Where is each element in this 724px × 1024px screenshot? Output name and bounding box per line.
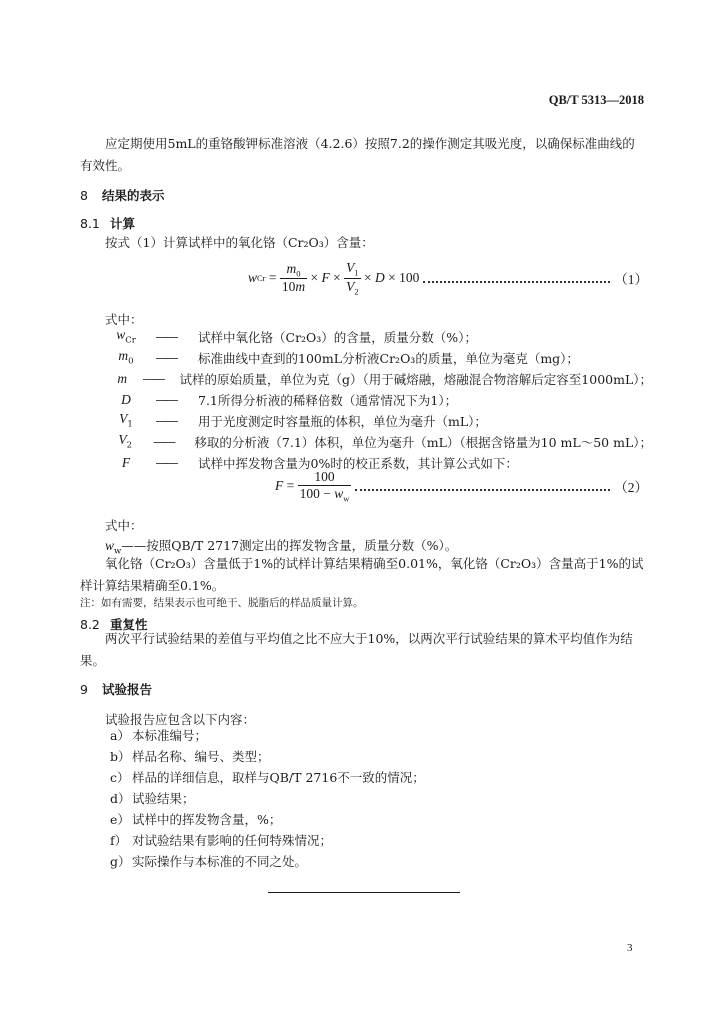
formula-1-intro: 按式（1）计算试样中的氧化铬（Cr₂O₃）含量： xyxy=(105,235,374,250)
section-number: 8 xyxy=(80,188,88,203)
repeatability-paragraph: 两次平行试验结果的差值与平均值之比不应大于10%，以两次平行试验结果的算术平均值作为结果。 xyxy=(80,631,633,668)
precision-paragraph: 氧化铬（Cr₂O₃）含量低于1%的试样计算结果精确至0.01%，氧化铬（Cr₂O₃）含量高于1%的试样计算结果精确至0.1%。 xyxy=(80,556,644,593)
list-item: e） 试样中的挥发物含量，%； xyxy=(110,811,282,827)
section-8-heading xyxy=(80,186,165,204)
list-item: a） 本标准编号； xyxy=(110,727,208,743)
leader-dots xyxy=(355,489,610,491)
fraction: $\frac{100}{100 - w_w}$ xyxy=(299,468,350,504)
definition-row: F —— 试样中挥发物含量为0%时的校正系数，其计算公式如下： xyxy=(121,454,518,471)
end-rule xyxy=(268,892,460,893)
formula-2: F = $\frac{100}{100 - w_w}$ （2） xyxy=(275,468,648,504)
section-9-heading xyxy=(80,680,152,698)
list-item: c） 样品的详细信息，取样与QB/T 2716不一致的情况； xyxy=(110,769,425,785)
note: 注：如有需要，结果表示也可绝干、脱脂后的样品质量计算。 xyxy=(80,597,364,609)
definition-row: $w_{Cr}$ —— 试样中氧化铬（Cr₂O₃）的含量，质量分数（%）； xyxy=(116,327,477,346)
ww-definition: $w_w——$按照QB/T 2717测定出的挥发物含量，质量分数（%）。 xyxy=(105,538,458,557)
where-label-2: 式中： xyxy=(105,518,143,533)
definition-row: $V_1$ —— 用于光度测定时容量瓶的体积，单位为毫升（mL）； xyxy=(119,411,487,430)
page-number: 3 xyxy=(627,942,633,954)
fraction: $\frac{m_0}{10m}$ xyxy=(281,260,306,295)
definition-row: $m_0$ —— 标准曲线中查到的100mL分析液Cr₂O₃的质量，单位为毫克（mg）； xyxy=(118,348,579,367)
list-item: g） 实际操作与本标准的不同之处。 xyxy=(110,853,308,869)
intro-paragraph: 应定期使用5mL的重铬酸钾标准溶液（4.2.6）按照7.2的操作测定其吸光度，以确保标准曲线的有效性。 xyxy=(80,136,635,173)
list-item: b） 样品名称、编号、类型； xyxy=(110,748,270,764)
formula-number: （1） xyxy=(614,272,648,287)
report-intro: 试验报告应包含以下内容： xyxy=(105,712,256,727)
fraction: $\frac{V_1}{V_2}$ xyxy=(346,259,359,297)
report-items-list xyxy=(110,724,425,871)
definitions-list xyxy=(112,326,652,473)
formula-1: w Cr = $\frac{m_0}{10m}$ × F × $\frac{V_1}{V_2}$ × D × 100 （1） xyxy=(248,259,648,297)
formula-number: （2） xyxy=(614,480,648,495)
list-item: f） 对试验结果有影响的任何特殊情况； xyxy=(110,832,333,848)
section-title: 试验报告 xyxy=(102,682,153,697)
section-title: 结果的表示 xyxy=(102,188,165,203)
where-label: 式中： xyxy=(105,312,143,327)
section-title: 重复性 xyxy=(110,617,148,632)
section-number: 8.2 xyxy=(80,617,100,632)
standard-number: QB/T 5313—2018 xyxy=(548,93,644,107)
section-8-1-heading xyxy=(80,214,135,232)
leader-dots xyxy=(423,281,610,283)
section-title: 计算 xyxy=(110,216,136,231)
section-number: 8.1 xyxy=(80,216,100,231)
list-item: d） 试验结果； xyxy=(110,790,195,806)
section-number: 9 xyxy=(80,682,88,697)
definition-row: m —— 试样的原始质量，单位为克（g）（用于碱熔融，熔融混合物溶解后定容至1000mL）； xyxy=(117,370,652,387)
definition-row: D —— 7.1所得分析液的稀释倍数（通常情况下为1）； xyxy=(121,391,458,408)
definition-row: $V_2$ —— 移取的分析液（7.1）体积，单位为毫升（mL）（根据含铬量为10 mL～50 mL）； xyxy=(118,432,652,451)
